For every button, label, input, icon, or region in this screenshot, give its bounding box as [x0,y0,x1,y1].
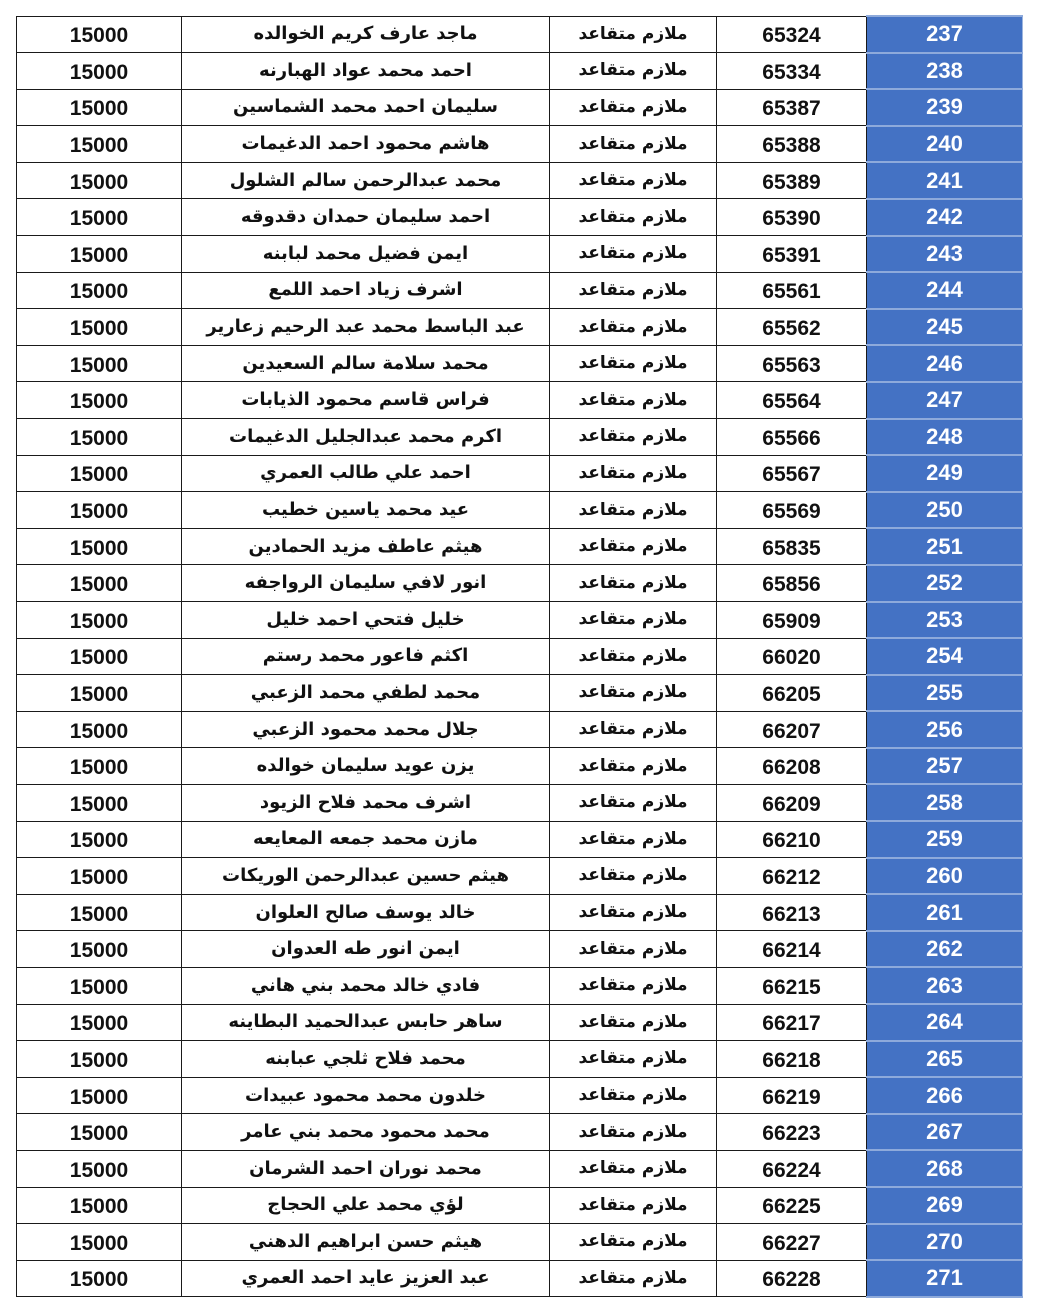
table-row [17,455,1023,492]
amount-cell: 15000 [17,967,182,1004]
sequence-number-cell: 248 [867,419,1023,456]
amount-cell: 15000 [17,1004,182,1041]
name-cell: هاشم محمود احمد الدغيمات [182,126,550,163]
roster-sheet [16,15,1022,1298]
table-row [17,967,1023,1004]
service-number-cell: 66020 [717,638,867,675]
service-number-cell: 66207 [717,711,867,748]
name-cell: عيد محمد ياسين خطيب [182,492,550,529]
amount-cell: 15000 [17,199,182,236]
amount-cell: 15000 [17,1224,182,1261]
sequence-number-cell: 256 [867,711,1023,748]
rank-cell: ملازم متقاعد [550,382,717,419]
amount-cell: 15000 [17,1187,182,1224]
service-number-cell: 65390 [717,199,867,236]
rank-cell: ملازم متقاعد [550,528,717,565]
sequence-number-cell: 244 [867,272,1023,309]
service-number-cell: 65563 [717,345,867,382]
service-number-cell: 66210 [717,821,867,858]
rank-cell: ملازم متقاعد [550,894,717,931]
amount-cell: 15000 [17,272,182,309]
service-number-cell: 65835 [717,528,867,565]
sequence-number-cell: 257 [867,748,1023,785]
amount-cell: 15000 [17,455,182,492]
amount-cell: 15000 [17,675,182,712]
name-cell: احمد محمد عواد الهبارنه [182,53,550,90]
sequence-number-cell: 261 [867,894,1023,931]
table-row [17,784,1023,821]
name-cell: اكرم محمد عبدالجليل الدغيمات [182,419,550,456]
table-row [17,894,1023,931]
rank-cell: ملازم متقاعد [550,602,717,639]
sequence-number-cell: 246 [867,345,1023,382]
amount-cell: 15000 [17,894,182,931]
amount-cell: 15000 [17,382,182,419]
amount-cell: 15000 [17,858,182,895]
table-row [17,1114,1023,1151]
rank-cell: ملازم متقاعد [550,1150,717,1187]
service-number-cell: 66213 [717,894,867,931]
sequence-number-cell: 258 [867,784,1023,821]
table-row [17,565,1023,602]
service-number-cell: 65334 [717,53,867,90]
name-cell: احمد علي طالب العمري [182,455,550,492]
rank-cell: ملازم متقاعد [550,1114,717,1151]
rank-cell: ملازم متقاعد [550,675,717,712]
name-cell: محمد عبدالرحمن سالم الشلول [182,162,550,199]
sequence-number-cell: 266 [867,1077,1023,1114]
sequence-number-cell: 259 [867,821,1023,858]
name-cell: عبد الباسط محمد عبد الرحيم زعارير [182,309,550,346]
table-row [17,602,1023,639]
sequence-number-cell: 249 [867,455,1023,492]
amount-cell: 15000 [17,602,182,639]
sequence-number-cell: 270 [867,1224,1023,1261]
sequence-number-cell: 245 [867,309,1023,346]
sequence-number-cell: 247 [867,382,1023,419]
name-cell: فراس قاسم محمود الذيابات [182,382,550,419]
rank-cell: ملازم متقاعد [550,162,717,199]
rank-cell: ملازم متقاعد [550,89,717,126]
service-number-cell: 65909 [717,602,867,639]
table-row [17,1041,1023,1078]
rank-cell: ملازم متقاعد [550,1077,717,1114]
name-cell: لؤي محمد علي الحجاج [182,1187,550,1224]
name-cell: جلال محمد محمود الزعبي [182,711,550,748]
amount-cell: 15000 [17,16,182,53]
sequence-number-cell: 238 [867,53,1023,90]
amount-cell: 15000 [17,162,182,199]
service-number-cell: 66227 [717,1224,867,1261]
amount-cell: 15000 [17,1260,182,1297]
sequence-number-cell: 263 [867,967,1023,1004]
rank-cell: ملازم متقاعد [550,126,717,163]
sequence-number-cell: 271 [867,1260,1023,1297]
sequence-number-cell: 267 [867,1114,1023,1151]
amount-cell: 15000 [17,1114,182,1151]
name-cell: يزن عويد سليمان خوالده [182,748,550,785]
amount-cell: 15000 [17,345,182,382]
sequence-number-cell: 253 [867,602,1023,639]
roster-table-body [17,16,1023,1297]
service-number-cell: 66215 [717,967,867,1004]
service-number-cell: 65389 [717,162,867,199]
name-cell: هيثم حسن ابراهيم الدهني [182,1224,550,1261]
table-row [17,345,1023,382]
table-row [17,492,1023,529]
sequence-number-cell: 237 [867,16,1023,53]
name-cell: سليمان احمد محمد الشماسين [182,89,550,126]
service-number-cell: 66205 [717,675,867,712]
amount-cell: 15000 [17,1150,182,1187]
name-cell: محمد سلامة سالم السعيدين [182,345,550,382]
roster-table [16,15,1023,1298]
name-cell: مازن محمد جمعه المعايعه [182,821,550,858]
amount-cell: 15000 [17,1077,182,1114]
amount-cell: 15000 [17,492,182,529]
table-row [17,89,1023,126]
table-row [17,931,1023,968]
rank-cell: ملازم متقاعد [550,638,717,675]
service-number-cell: 65388 [717,126,867,163]
service-number-cell: 66223 [717,1114,867,1151]
rank-cell: ملازم متقاعد [550,711,717,748]
amount-cell: 15000 [17,89,182,126]
sequence-number-cell: 239 [867,89,1023,126]
rank-cell: ملازم متقاعد [550,821,717,858]
service-number-cell: 65567 [717,455,867,492]
rank-cell: ملازم متقاعد [550,1004,717,1041]
rank-cell: ملازم متقاعد [550,16,717,53]
name-cell: اشرف محمد فلاح الزيود [182,784,550,821]
amount-cell: 15000 [17,638,182,675]
table-row [17,1150,1023,1187]
table-row [17,675,1023,712]
sequence-number-cell: 254 [867,638,1023,675]
table-row [17,528,1023,565]
amount-cell: 15000 [17,528,182,565]
service-number-cell: 65569 [717,492,867,529]
sequence-number-cell: 251 [867,528,1023,565]
service-number-cell: 66228 [717,1260,867,1297]
amount-cell: 15000 [17,748,182,785]
name-cell: محمد فلاح ثلجي عبابنه [182,1041,550,1078]
name-cell: ساهر حابس عبدالحميد البطاينه [182,1004,550,1041]
rank-cell: ملازم متقاعد [550,1260,717,1297]
service-number-cell: 65391 [717,236,867,273]
service-number-cell: 66218 [717,1041,867,1078]
rank-cell: ملازم متقاعد [550,455,717,492]
table-row [17,1260,1023,1297]
table-row [17,16,1023,53]
rank-cell: ملازم متقاعد [550,748,717,785]
amount-cell: 15000 [17,931,182,968]
sequence-number-cell: 250 [867,492,1023,529]
service-number-cell: 65566 [717,419,867,456]
service-number-cell: 65564 [717,382,867,419]
rank-cell: ملازم متقاعد [550,858,717,895]
rank-cell: ملازم متقاعد [550,345,717,382]
name-cell: ايمن انور طه العدوان [182,931,550,968]
name-cell: خلدون محمد محمود عبيدات [182,1077,550,1114]
amount-cell: 15000 [17,236,182,273]
name-cell: خليل فتحي احمد خليل [182,602,550,639]
name-cell: عبد العزيز عايد احمد العمري [182,1260,550,1297]
sequence-number-cell: 264 [867,1004,1023,1041]
service-number-cell: 66217 [717,1004,867,1041]
table-row [17,858,1023,895]
rank-cell: ملازم متقاعد [550,931,717,968]
sequence-number-cell: 252 [867,565,1023,602]
sequence-number-cell: 242 [867,199,1023,236]
table-row [17,236,1023,273]
name-cell: هيثم عاطف مزيد الحمادين [182,528,550,565]
table-row [17,711,1023,748]
name-cell: انور لافي سليمان الرواجفه [182,565,550,602]
rank-cell: ملازم متقاعد [550,1041,717,1078]
table-row [17,272,1023,309]
table-row [17,309,1023,346]
name-cell: محمد نوران احمد الشرمان [182,1150,550,1187]
amount-cell: 15000 [17,309,182,346]
service-number-cell: 65387 [717,89,867,126]
service-number-cell: 65561 [717,272,867,309]
table-row [17,748,1023,785]
name-cell: محمد محمود محمد بني عامر [182,1114,550,1151]
sequence-number-cell: 269 [867,1187,1023,1224]
name-cell: ماجد عارف كريم الخوالده [182,16,550,53]
rank-cell: ملازم متقاعد [550,967,717,1004]
rank-cell: ملازم متقاعد [550,419,717,456]
service-number-cell: 65324 [717,16,867,53]
name-cell: احمد سليمان حمدان دقدوقه [182,199,550,236]
sequence-number-cell: 241 [867,162,1023,199]
sequence-number-cell: 240 [867,126,1023,163]
name-cell: فادي خالد محمد بني هاني [182,967,550,1004]
sequence-number-cell: 260 [867,858,1023,895]
amount-cell: 15000 [17,1041,182,1078]
amount-cell: 15000 [17,126,182,163]
amount-cell: 15000 [17,711,182,748]
amount-cell: 15000 [17,565,182,602]
sequence-number-cell: 243 [867,236,1023,273]
table-row [17,199,1023,236]
table-row [17,1077,1023,1114]
sequence-number-cell: 268 [867,1150,1023,1187]
sequence-number-cell: 265 [867,1041,1023,1078]
service-number-cell: 66209 [717,784,867,821]
table-row [17,419,1023,456]
table-row [17,162,1023,199]
service-number-cell: 66208 [717,748,867,785]
amount-cell: 15000 [17,784,182,821]
name-cell: خالد يوسف صالح العلوان [182,894,550,931]
amount-cell: 15000 [17,419,182,456]
name-cell: اكثم فاعور محمد رستم [182,638,550,675]
service-number-cell: 65562 [717,309,867,346]
service-number-cell: 65856 [717,565,867,602]
table-row [17,638,1023,675]
name-cell: محمد لطفي محمد الزعبي [182,675,550,712]
table-row [17,382,1023,419]
rank-cell: ملازم متقاعد [550,199,717,236]
table-row [17,821,1023,858]
table-row [17,1004,1023,1041]
rank-cell: ملازم متقاعد [550,784,717,821]
service-number-cell: 66224 [717,1150,867,1187]
rank-cell: ملازم متقاعد [550,1187,717,1224]
name-cell: هيثم حسين عبدالرحمن الوريكات [182,858,550,895]
rank-cell: ملازم متقاعد [550,53,717,90]
sequence-number-cell: 255 [867,675,1023,712]
amount-cell: 15000 [17,821,182,858]
name-cell: ايمن فضيل محمد لبابنه [182,236,550,273]
service-number-cell: 66225 [717,1187,867,1224]
name-cell: اشرف زياد احمد اللمع [182,272,550,309]
rank-cell: ملازم متقاعد [550,272,717,309]
service-number-cell: 66214 [717,931,867,968]
sequence-number-cell: 262 [867,931,1023,968]
rank-cell: ملازم متقاعد [550,1224,717,1261]
rank-cell: ملازم متقاعد [550,565,717,602]
table-row [17,126,1023,163]
table-row [17,53,1023,90]
table-row [17,1224,1023,1261]
rank-cell: ملازم متقاعد [550,492,717,529]
rank-cell: ملازم متقاعد [550,236,717,273]
service-number-cell: 66219 [717,1077,867,1114]
service-number-cell: 66212 [717,858,867,895]
amount-cell: 15000 [17,53,182,90]
table-row [17,1187,1023,1224]
rank-cell: ملازم متقاعد [550,309,717,346]
